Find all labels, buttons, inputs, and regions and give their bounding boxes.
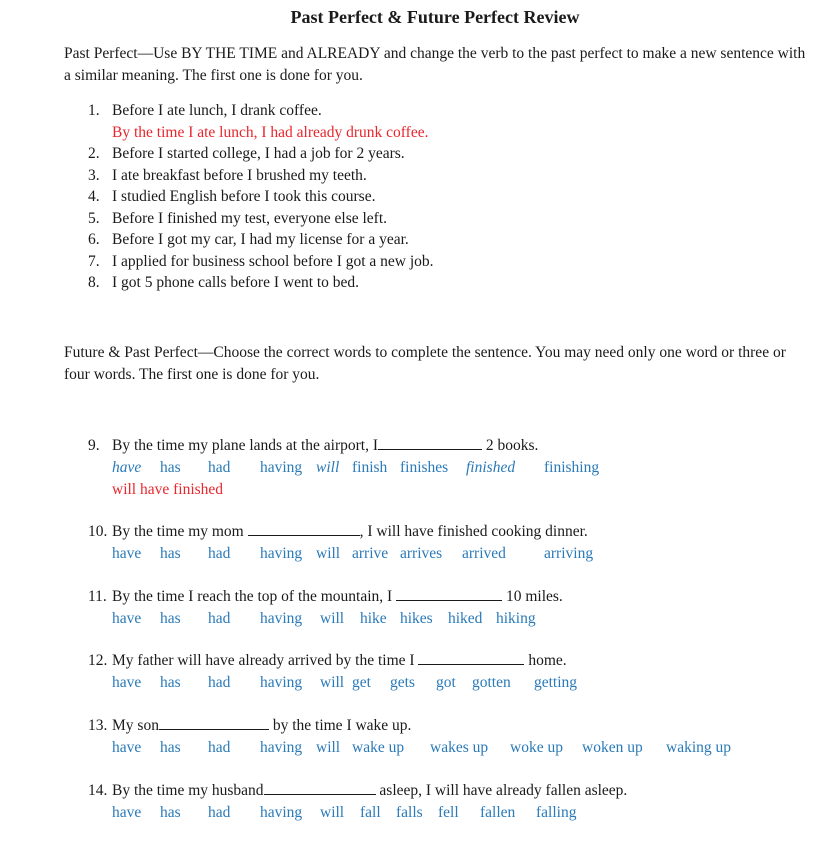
option-word[interactable]: has — [160, 674, 181, 691]
item-text: I applied for business school before I got a new job. — [112, 252, 434, 270]
word-options — [88, 672, 578, 694]
question-text-after: asleep, I will have already fallen asleep. — [379, 782, 628, 799]
option-word[interactable]: wake up — [352, 739, 405, 756]
question-text-before: By the time my mom — [112, 523, 244, 540]
option-word[interactable]: have — [112, 459, 142, 476]
item-number: 6. — [88, 231, 100, 248]
option-word[interactable]: will — [316, 545, 341, 562]
option-word[interactable]: falling — [536, 804, 577, 821]
option-word[interactable]: having — [260, 459, 303, 476]
option-word[interactable]: will — [320, 610, 345, 627]
option-word[interactable]: wakes up — [430, 739, 489, 756]
section2-instructions: Future & Past Perfect—Choose the correct words to complete the sentence. You may need only one word or three or four words. The first one is done for you. — [64, 344, 786, 383]
option-word[interactable]: gotten — [472, 674, 511, 691]
item-text: I ate breakfast before I brushed my teeth. — [112, 166, 367, 184]
option-word[interactable]: finish — [352, 459, 388, 476]
list-item — [88, 186, 434, 208]
option-word[interactable]: finished — [466, 459, 516, 476]
item-text: Before I got my car, I had my license for a year. — [112, 231, 409, 248]
item-number: 2. — [88, 145, 100, 162]
option-word[interactable]: hikes — [400, 610, 433, 627]
option-word[interactable]: has — [160, 610, 181, 627]
list-item — [88, 251, 434, 273]
option-word[interactable]: having — [260, 804, 303, 821]
option-word[interactable]: had — [208, 610, 231, 627]
option-word[interactable]: will — [316, 459, 340, 476]
question-10 — [88, 521, 594, 565]
answer-blank[interactable] — [264, 780, 376, 795]
item-number: 5. — [88, 209, 100, 227]
option-word[interactable]: gets — [390, 674, 415, 691]
option-word[interactable]: woken up — [582, 739, 643, 756]
option-word[interactable]: will — [320, 804, 345, 821]
list-item — [88, 208, 434, 230]
list-item — [88, 229, 434, 251]
item-number: 3. — [88, 166, 100, 184]
question-number: 11. — [88, 588, 107, 605]
option-word[interactable]: got — [436, 674, 456, 691]
option-word[interactable]: have — [112, 610, 142, 627]
answer-blank[interactable] — [418, 650, 524, 665]
word-options — [88, 543, 594, 565]
question-14 — [88, 780, 627, 824]
question-text-after: 2 books. — [485, 437, 539, 454]
section1-instructions: Past Perfect—Use BY THE TIME and ALREADY and change the verb to the past perfect to make a new sentence with a similar meaning. The first one is done for you. — [64, 45, 806, 84]
option-word[interactable]: get — [352, 674, 371, 691]
question-text-after: 10 miles. — [505, 588, 563, 605]
option-word[interactable]: hike — [360, 610, 387, 627]
section1-list — [88, 100, 434, 294]
question-9 — [88, 435, 600, 501]
option-word[interactable]: had — [208, 545, 231, 562]
answer-blank[interactable] — [248, 521, 360, 536]
option-word[interactable]: have — [112, 674, 142, 691]
example-answer: By the time I ate lunch, I had already drunk coffee. — [112, 123, 429, 141]
option-word[interactable]: had — [208, 739, 231, 756]
option-word[interactable]: has — [160, 804, 181, 821]
option-word[interactable]: hiking — [496, 610, 536, 627]
question-text-before: By the time my plane lands at the airport, I — [112, 437, 379, 454]
option-word[interactable]: falls — [396, 804, 423, 821]
question-13 — [88, 715, 732, 759]
option-word[interactable]: had — [208, 459, 231, 476]
option-word[interactable]: arriving — [544, 545, 594, 562]
question-number: 9. — [88, 437, 100, 454]
option-word[interactable]: woke up — [510, 739, 563, 756]
list-item — [88, 272, 434, 294]
question-12 — [88, 650, 578, 694]
option-word[interactable]: arrived — [462, 545, 506, 562]
option-word[interactable]: having — [260, 739, 303, 756]
word-options — [88, 608, 563, 630]
example-answer: will have finished — [112, 481, 224, 498]
answer-blank[interactable] — [378, 435, 482, 450]
option-word[interactable]: finishing — [544, 459, 600, 476]
option-word[interactable]: waking up — [666, 739, 732, 756]
item-text: Before I ate lunch, I drank coffee. — [112, 102, 322, 119]
item-number: 7. — [88, 252, 100, 270]
option-word[interactable]: will — [320, 674, 345, 691]
item-number: 1. — [88, 102, 100, 119]
question-text-before: By the time I reach the top of the mountain, I — [112, 588, 393, 605]
option-word[interactable]: arrive — [352, 545, 389, 562]
question-number: 12. — [88, 652, 108, 669]
item-number: 4. — [88, 188, 100, 205]
option-word[interactable]: have — [112, 545, 142, 562]
question-text-after: home. — [528, 652, 567, 669]
word-options — [88, 737, 732, 759]
option-word[interactable]: has — [160, 545, 181, 562]
question-number: 10. — [88, 523, 108, 540]
word-options — [88, 457, 600, 479]
option-word[interactable]: having — [260, 674, 303, 691]
question-text-after: by the time I wake up. — [272, 717, 412, 734]
word-options — [88, 802, 627, 824]
option-word[interactable]: has — [160, 459, 181, 476]
option-word[interactable]: had — [208, 804, 231, 821]
item-text: Before I finished my test, everyone else left. — [112, 209, 388, 227]
item-text: I studied English before I took this course. — [112, 188, 376, 205]
list-item — [88, 100, 434, 122]
item-number: 8. — [88, 274, 100, 291]
question-text-before: My son — [112, 717, 159, 734]
option-word[interactable]: has — [160, 739, 181, 756]
option-word[interactable]: finishes — [400, 459, 449, 476]
question-11 — [88, 586, 563, 630]
answer-blank[interactable] — [396, 586, 502, 601]
page-title: Past Perfect & Future Perfect Review — [290, 7, 580, 27]
question-number: 13. — [88, 717, 108, 734]
question-text-after: , I will have finished cooking dinner. — [359, 523, 588, 540]
question-number: 14. — [88, 782, 108, 799]
question-text-before: By the time my husband — [112, 782, 264, 799]
option-word[interactable]: fallen — [480, 804, 516, 821]
option-word[interactable]: hiked — [448, 610, 483, 627]
list-item — [88, 143, 434, 165]
item-text: Before I started college, I had a job for 2 years. — [112, 145, 405, 162]
option-word[interactable]: fell — [438, 804, 459, 821]
option-word[interactable]: fall — [360, 804, 381, 821]
answer-blank[interactable] — [159, 715, 269, 730]
option-word[interactable]: have — [112, 739, 142, 756]
question-text-before: My father will have already arrived by the time I — [112, 652, 415, 669]
option-word[interactable]: arrives — [400, 545, 443, 562]
option-word[interactable]: having — [260, 610, 303, 627]
option-word[interactable]: having — [260, 545, 303, 562]
option-word[interactable]: will — [316, 739, 341, 756]
item-text: I got 5 phone calls before I went to bed. — [112, 274, 360, 291]
option-word[interactable]: have — [112, 804, 142, 821]
option-word[interactable]: had — [208, 674, 231, 691]
list-item — [88, 165, 434, 187]
option-word[interactable]: getting — [534, 674, 578, 691]
